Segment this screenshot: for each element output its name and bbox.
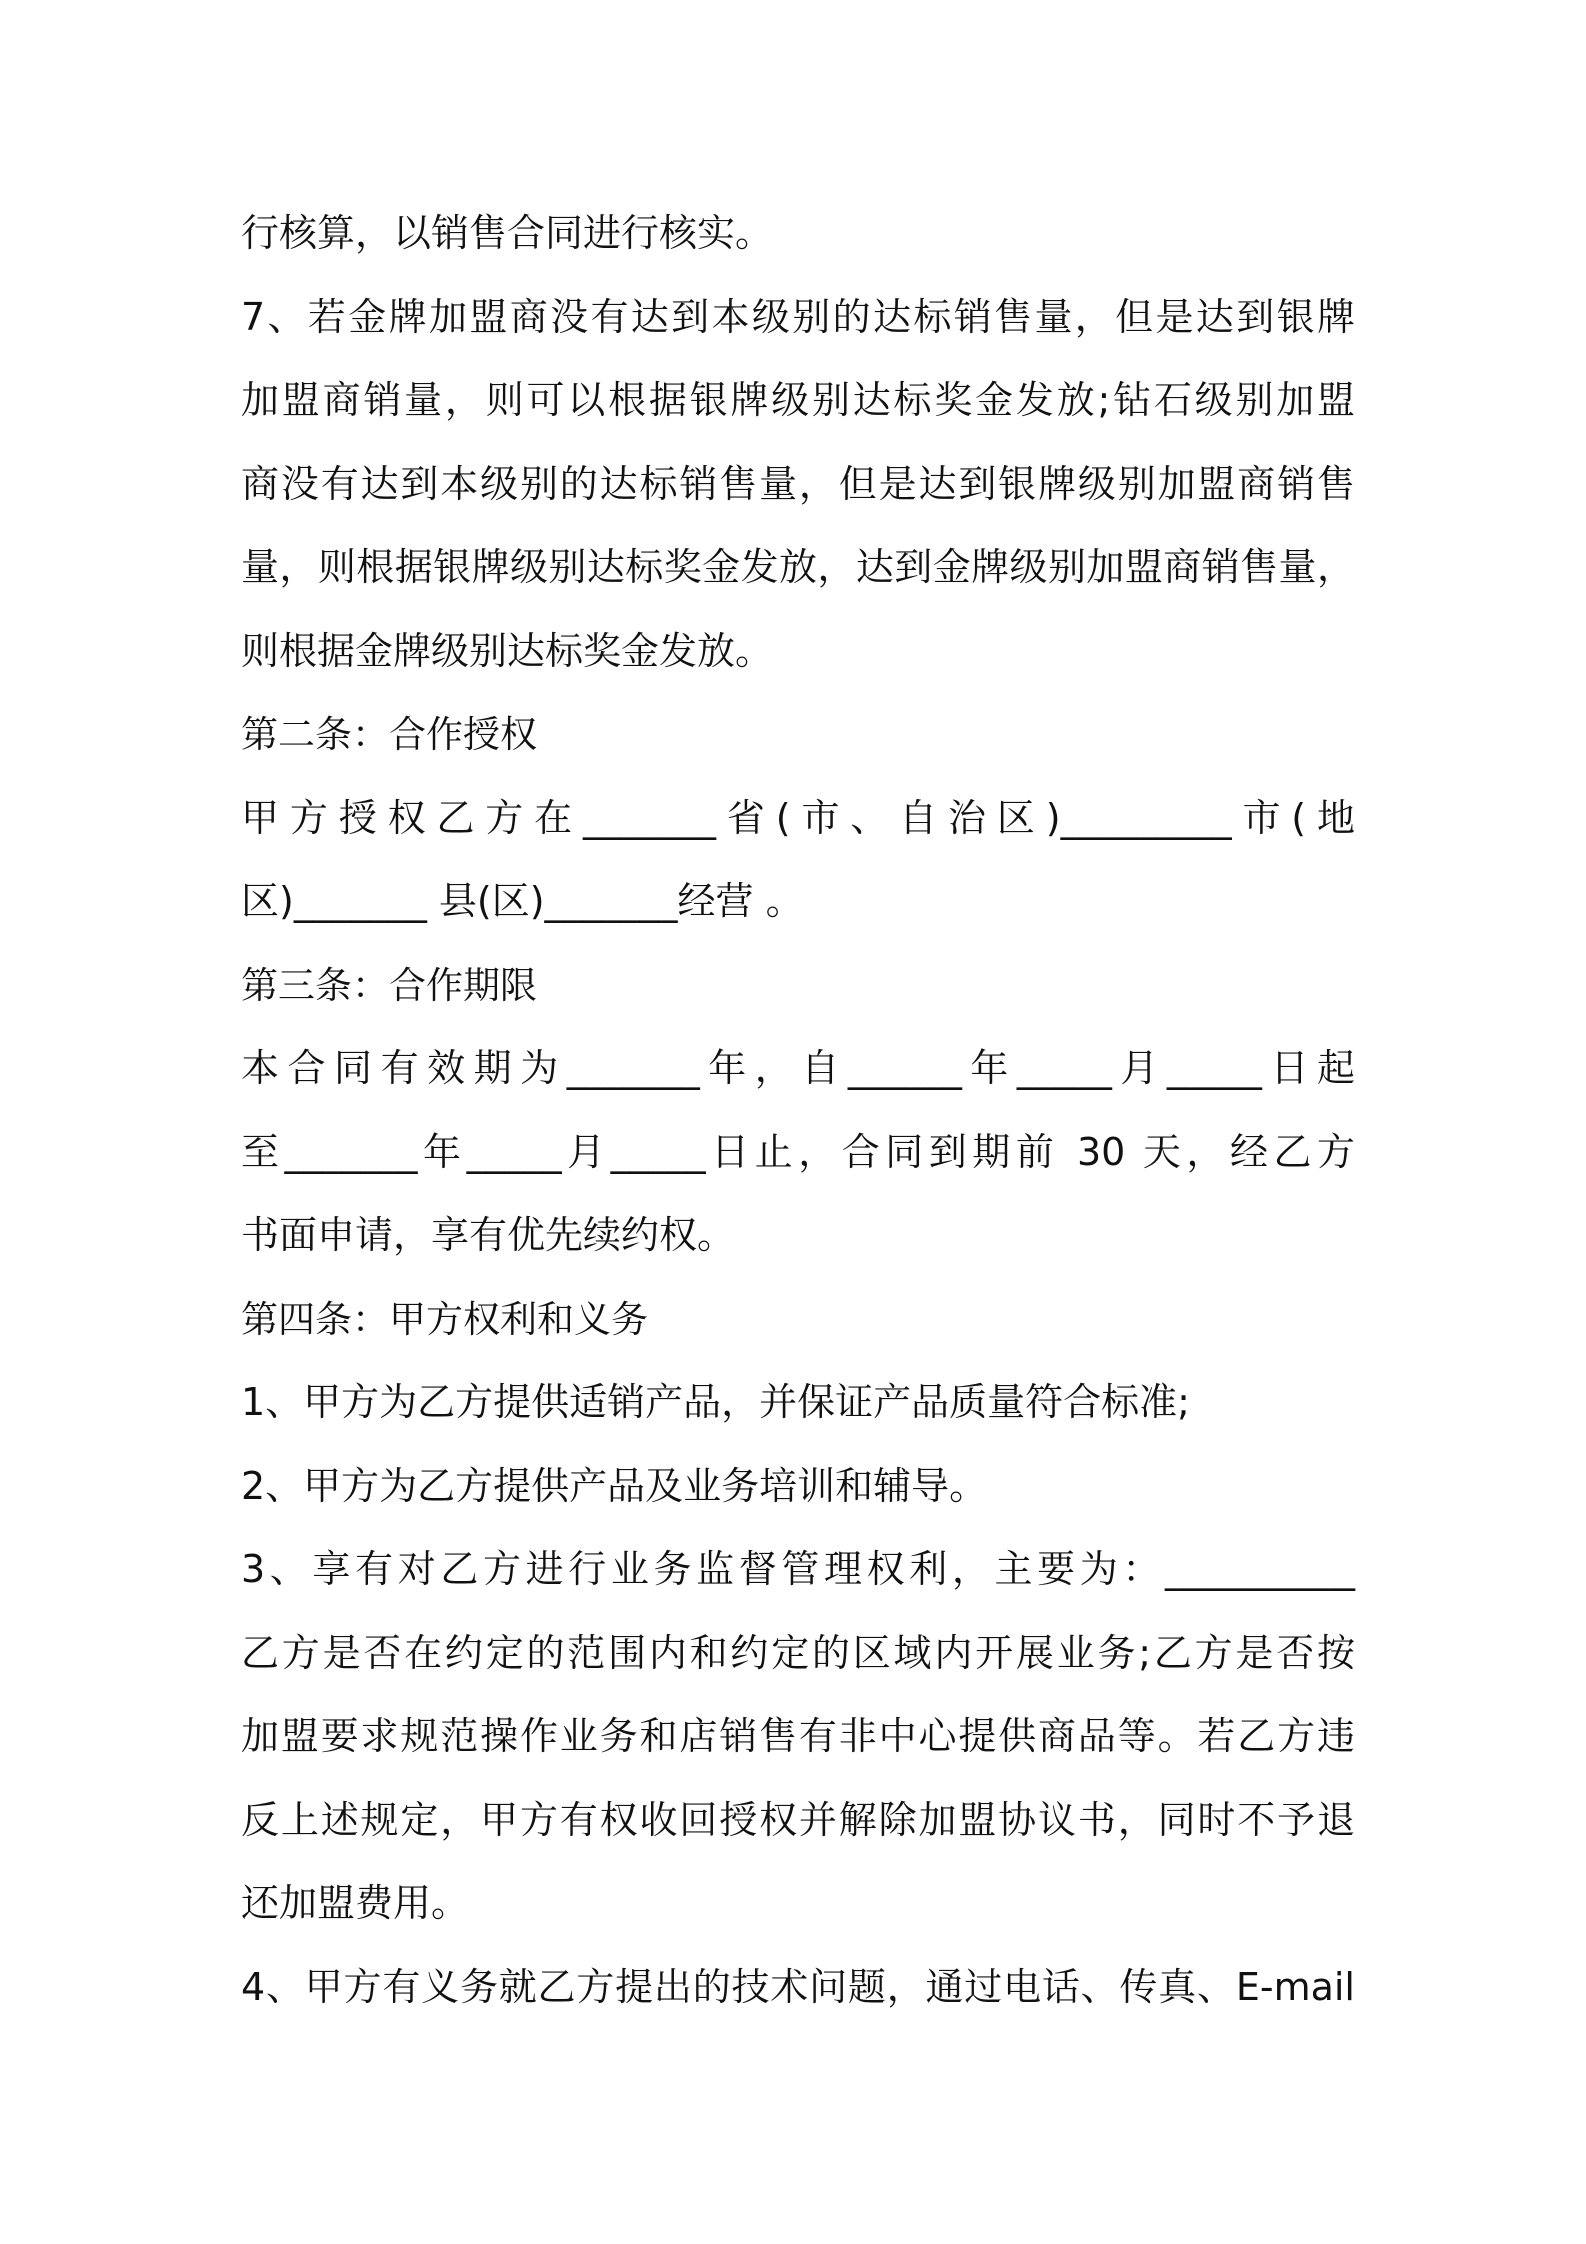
text-line: 甲方授权乙方在_______省(市、自治区)_________市(地 <box>241 795 1355 840</box>
text-line: 书面申请，享有优先续约权。 <box>241 1213 736 1257</box>
text-line: 4、甲方有义务就乙方提出的技术问题，通过电话、传真、E-mail <box>241 1964 1355 2009</box>
text-line: 加盟商销量，则可以根据银牌级别达标奖金发放;钻石级别加盟 <box>241 378 1355 422</box>
text-line: 量，则根据银牌级别达标奖金发放，达到金牌级别加盟商销售量， <box>241 545 1355 589</box>
text-line: 至_______年_____月_____日止，合同到期前 30 天，经乙方 <box>241 1129 1355 1174</box>
text-line: 反上述规定，甲方有权收回授权并解除加盟协议书，同时不予退 <box>241 1797 1355 1842</box>
text-line: 则根据金牌级别达标奖金发放。 <box>241 628 774 673</box>
document-body <box>241 192 1355 2029</box>
text-line: 行核算，以销售合同进行核实。 <box>241 211 774 255</box>
text-line: 加盟要求规范操作业务和店销售有非中心提供商品等。若乙方违 <box>241 1714 1355 1758</box>
section-heading: 第二条：合作授权 <box>241 713 537 756</box>
text-line: 1、甲方为乙方提供适销产品，并保证产品质量符合标准; <box>241 1380 1190 1424</box>
text-line: 商没有达到本级别的达标销售量，但是达到银牌级别加盟商销售 <box>241 461 1355 506</box>
text-line: 2、甲方为乙方提供产品及业务培训和辅导。 <box>241 1463 988 1508</box>
text-line: 区)_______ 县(区)_______经营 。 <box>241 879 804 923</box>
text-line: 还加盟费用。 <box>241 1881 470 1925</box>
text-line: 本合同有效期为_______年，自______年_____月_____日起 <box>241 1046 1355 1090</box>
text-line: 3、享有对乙方进行业务监督管理权利，主要为：__________ <box>241 1547 1355 1591</box>
text-line: 7、若金牌加盟商没有达到本级别的达标销售量，但是达到银牌 <box>241 294 1355 339</box>
text-line: 乙方是否在约定的范围内和约定的区域内开展业务;乙方是否按 <box>241 1630 1355 1675</box>
section-heading: 第三条：合作期限 <box>241 963 537 1007</box>
section-heading: 第四条：甲方权利和义务 <box>241 1297 648 1341</box>
